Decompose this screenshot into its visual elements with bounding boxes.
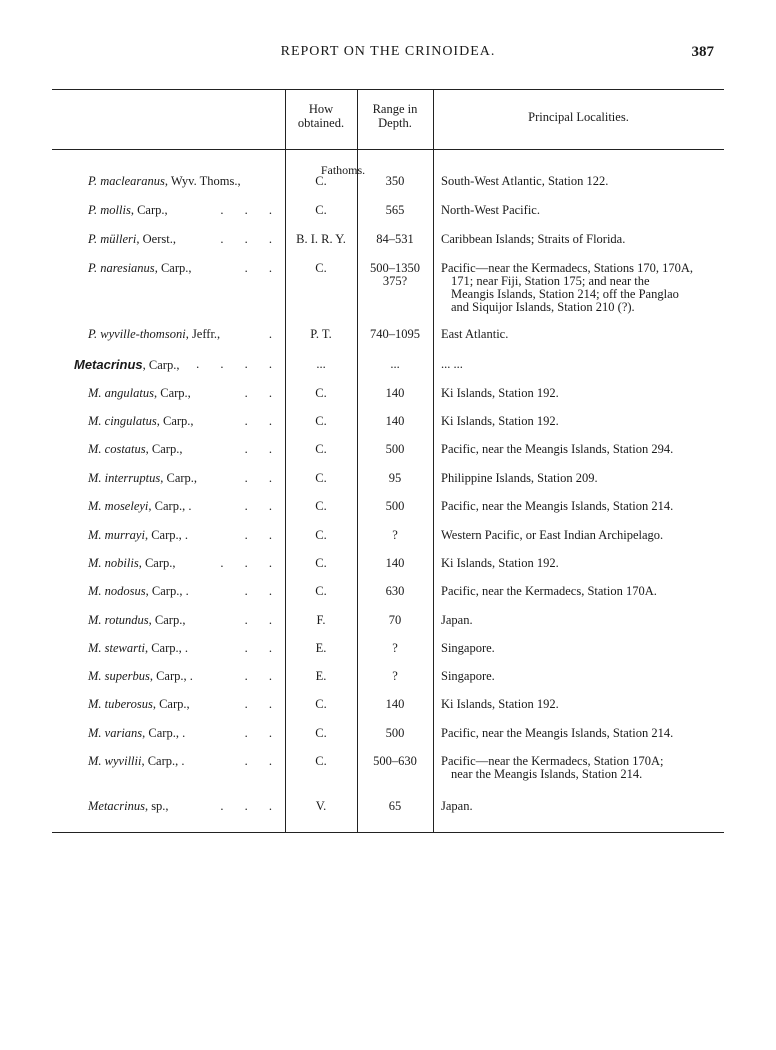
depth-cell [357,585,433,598]
depth-cell [357,755,433,768]
locality-line: Philippine Islands, Station 209. [441,471,598,485]
locality-cell [441,557,721,570]
depth-cell [357,727,433,740]
locality-line: Japan. [441,613,473,627]
depth-cell [357,443,433,456]
leader-dots: . [268,327,281,341]
depth-line: 140 [385,697,405,711]
column-divider [285,90,286,832]
how-obtained-cell: C. [315,471,327,485]
depth-cell [357,529,433,542]
locality-line: Pacific, near the Meangis Islands, Station 214. [441,726,674,740]
locality-line: Ki Islands, Station 192. [441,414,559,428]
depth-line: ? [392,669,398,683]
depth-line: 500–1350 [370,261,420,275]
column-header-line: Range in [372,102,418,116]
species-cell [52,175,285,188]
depth-line: 140 [385,386,405,400]
depth-line: 500 [385,726,405,740]
locality-line: 171; near Fiji, Station 175; and near the [451,274,650,288]
locality-cell [441,358,721,371]
species-name: M. wyvillii [88,754,142,768]
how-obtained-cell: E. [315,669,327,683]
species-cell [52,670,285,683]
column-divider [357,90,358,832]
column-header-how [285,102,357,130]
species-cell [52,204,285,217]
locality-line: Ki Islands, Station 192. [441,697,559,711]
leader-dots: . . [244,471,281,485]
locality-line: Japan. [441,799,473,813]
species-name: M. moseleyi [88,499,149,513]
species-cell [52,443,285,456]
locality-line: Ki Islands, Station 192. [441,386,559,400]
locality-line: Ki Islands, Station 192. [441,556,559,570]
locality-cell [441,387,721,400]
locality-cell [441,328,721,341]
species-cell [52,387,285,400]
leader-dots: . . [244,584,281,598]
species-author: , Carp., [156,414,194,428]
species-cell [52,755,285,768]
species-author: , Carp., [130,203,168,217]
species-name: P. wyville-thomsoni [88,327,186,341]
locality-line: Singapore. [441,669,495,683]
depth-line: 95 [388,471,402,485]
depth-line: ? [392,528,398,542]
depth-line: 65 [388,799,402,813]
how-obtained-cell: C. [315,556,327,570]
depth-line: 500 [385,442,405,456]
leader-dots: . . [244,754,281,768]
locality-cell [441,204,721,217]
species-author: , Carp., . [144,528,189,542]
column-header-line: obtained. [297,116,345,130]
species-author: , Wyv. Thoms., [164,174,241,188]
how-obtained-cell: C. [315,203,327,217]
leader-dots: . . [244,386,281,400]
species-table [52,89,724,833]
species-cell [52,698,285,711]
species-name: P. mollis [88,203,131,217]
locality-line: East Atlantic. [441,327,509,341]
how-obtained-cell: C. [315,261,327,275]
column-header-depth [357,102,433,130]
species-author: , Jeffr., [185,327,221,341]
locality-line: Pacific, near the Meangis Islands, Station 214. [441,499,674,513]
locality-cell [441,500,721,513]
column-divider [433,90,434,832]
leader-dots: . . [244,499,281,513]
depth-cell [357,358,433,371]
species-name: P. naresianus [88,261,155,275]
species-name: M. costatus [88,442,146,456]
depth-line: 140 [385,556,405,570]
species-author: , Carp., [154,261,192,275]
depth-line: 740–1095 [370,327,420,341]
how-obtained-cell: E. [315,641,327,655]
locality-cell [441,670,721,683]
how-obtained-cell: C. [315,584,327,598]
locality-cell [441,443,721,456]
depth-line: 84–531 [376,232,414,246]
species-cell [52,233,285,246]
how-obtained-cell: C. [315,499,327,513]
leader-dots: . . [244,669,281,683]
depth-cell [357,262,433,288]
depth-line: ? [392,641,398,655]
locality-line: Meangis Islands, Station 214; off the Panglao [451,287,679,301]
depth-cell [357,472,433,485]
species-name: P. mülleri [88,232,137,246]
species-name: M. angulatus [88,386,154,400]
depth-cell [357,614,433,627]
depth-cell [357,800,433,813]
how-obtained-cell: ... [316,357,326,371]
species-name: M. interruptus [88,471,161,485]
how-obtained-cell: V. [315,799,327,813]
locality-cell [441,698,721,711]
depth-unit: Fathoms. [320,163,366,177]
depth-line: ... [390,357,400,371]
locality-cell [441,472,721,485]
depth-line: 500 [385,499,405,513]
species-name: M. stewarti [88,641,145,655]
depth-cell [357,387,433,400]
species-author: , sp., [144,799,169,813]
species-author: , Carp., . [141,754,185,768]
depth-line: 630 [385,584,405,598]
species-cell [52,642,285,655]
depth-line: 375? [382,274,408,288]
running-title: REPORT ON THE CRINOIDEA. [280,44,496,59]
species-cell [52,328,285,341]
locality-cell [441,175,721,188]
species-author: , Oerst., [136,232,176,246]
how-obtained-cell: B. I. R. Y. [296,232,346,246]
species-author: , Carp., . [145,584,189,598]
locality-line: ... ... [441,357,463,371]
leader-dots: . . [244,414,281,428]
locality-cell [441,727,721,740]
species-author: , Carp., [142,358,180,372]
species-cell [52,557,285,570]
leader-dots: . . . . [196,357,281,371]
leader-dots: . . . [220,232,281,246]
how-obtained-cell: C. [315,726,327,740]
species-name: M. tuberosus [88,697,153,711]
depth-cell [357,328,433,341]
how-obtained-cell: F. [316,613,326,627]
leader-dots: . . . [220,799,281,813]
species-cell [52,500,285,513]
locality-line: Pacific—near the Kermadecs, Stations 170, 170A, [441,261,694,275]
depth-cell [357,670,433,683]
species-cell [52,262,285,275]
column-header-line: How [308,102,334,116]
species-author: , Carp., . [148,499,192,513]
locality-line: Western Pacific, or East Indian Archipelago. [441,528,664,542]
column-header-localities: Principal Localities. [528,110,629,124]
species-author: , Carp., [152,697,190,711]
leader-dots: . . [244,528,281,542]
locality-cell [441,642,721,655]
depth-line: 350 [385,174,405,188]
species-name: M. murrayi [88,528,145,542]
locality-cell [441,529,721,542]
leader-dots: . . [244,613,281,627]
leader-dots: . . [244,261,281,275]
depth-line: 140 [385,414,405,428]
leader-dots: . . . [220,556,281,570]
species-name: M. superbus [88,669,150,683]
locality-cell [441,614,721,627]
species-cell [52,415,285,428]
species-name: P. maclearanus [88,174,165,188]
how-obtained-cell: P. T. [310,327,332,341]
locality-line: Caribbean Islands; Straits of Florida. [441,232,626,246]
species-cell [52,358,285,372]
species-author: , Carp., . [142,726,186,740]
page-number: 387 [691,44,714,60]
depth-cell [357,204,433,217]
locality-line: near the Meangis Islands, Station 214. [451,767,643,781]
how-obtained-cell: C. [315,174,327,188]
species-cell [52,529,285,542]
leader-dots: . . [244,442,281,456]
how-obtained-cell: C. [315,414,327,428]
locality-cell [441,755,721,781]
locality-cell [441,262,721,314]
locality-line: Pacific—near the Kermadecs, Station 170A; [441,754,664,768]
locality-line: Pacific, near the Kermadecs, Station 170A. [441,584,657,598]
species-author: , Carp., . [149,669,193,683]
species-cell [52,800,285,813]
page-header [0,44,776,68]
species-name: M. cingulatus [88,414,157,428]
depth-line: 70 [388,613,402,627]
species-name: Metacrinus [74,357,143,372]
leader-dots: . . [244,697,281,711]
locality-line: South-West Atlantic, Station 122. [441,174,609,188]
how-obtained-cell: C. [315,442,327,456]
column-header-line: Depth. [378,116,412,130]
depth-cell [357,415,433,428]
species-cell [52,585,285,598]
species-author: , Carp., [138,556,176,570]
species-author: , Carp., [153,386,191,400]
depth-cell [357,557,433,570]
locality-line: Pacific, near the Meangis Islands, Station 294. [441,442,674,456]
locality-cell [441,800,721,813]
species-author: , Carp., [145,442,183,456]
species-author: , Carp., [148,613,186,627]
how-obtained-cell: C. [315,754,327,768]
how-obtained-cell: C. [315,528,327,542]
locality-line: Singapore. [441,641,495,655]
how-obtained-cell: C. [315,697,327,711]
depth-cell [357,233,433,246]
species-name: M. nobilis [88,556,139,570]
species-name: M. varians [88,726,143,740]
depth-cell [357,642,433,655]
locality-cell [441,233,721,246]
species-author: , Carp., [160,471,198,485]
how-obtained-cell: C. [315,386,327,400]
species-cell [52,472,285,485]
leader-dots: . . [244,641,281,655]
depth-line: 500–630 [373,754,417,768]
leader-dots: . . [244,726,281,740]
species-name: M. nodosus [88,584,146,598]
header-rule [52,149,724,150]
species-name: Metacrinus [88,799,145,813]
depth-cell [357,698,433,711]
depth-cell [357,500,433,513]
species-cell [52,614,285,627]
species-author: , Carp., . [144,641,189,655]
locality-cell [441,585,721,598]
locality-cell [441,415,721,428]
species-cell [52,727,285,740]
depth-line: 565 [385,203,405,217]
locality-line: and Siquijor Islands, Station 210 (?). [451,300,635,314]
species-name: M. rotundus [88,613,149,627]
locality-line: North-West Pacific. [441,203,540,217]
leader-dots: . . . [220,203,281,217]
